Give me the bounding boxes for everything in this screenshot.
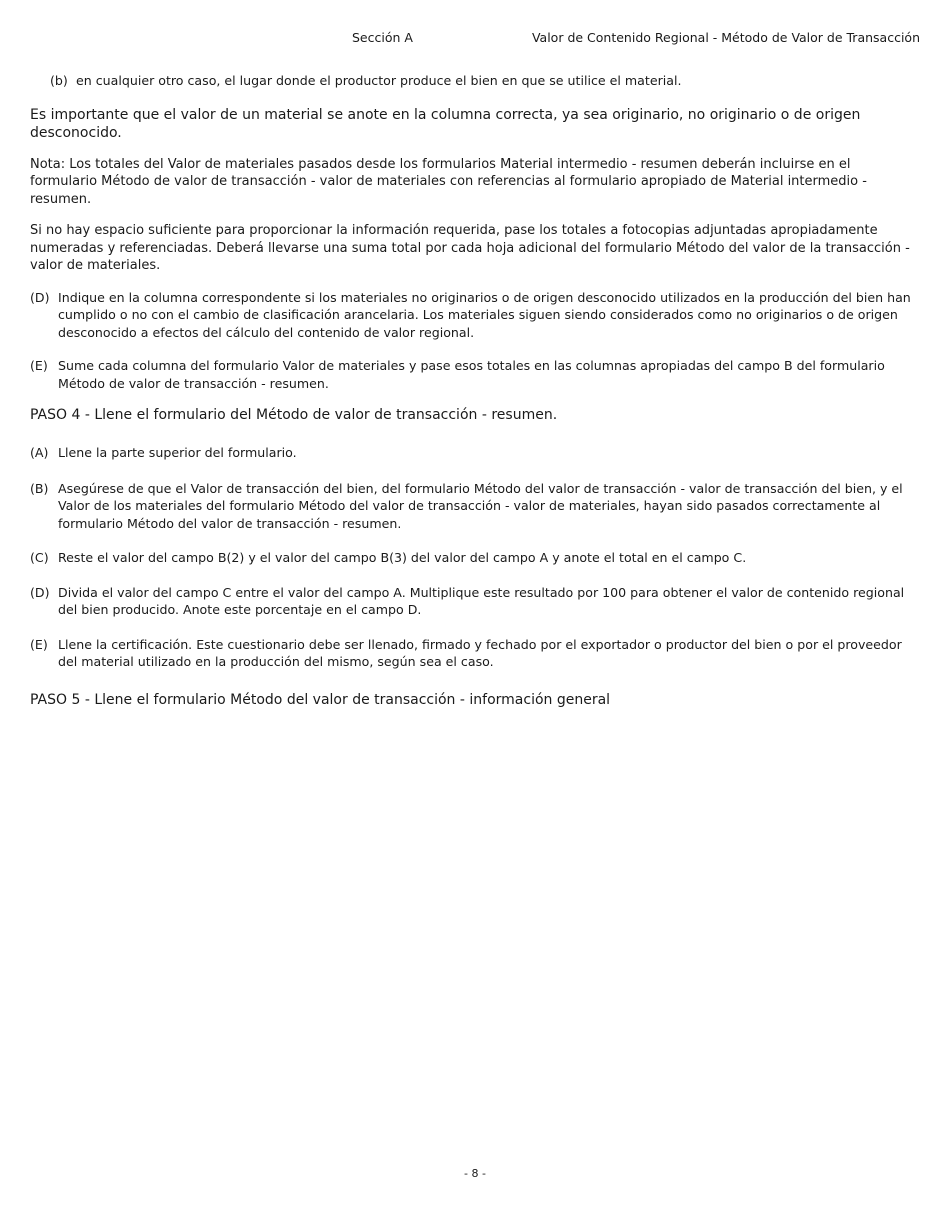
item-b-text: en cualquier otro caso, el lugar donde el productor produce el bien en que se utilice el material. [76, 73, 682, 88]
paragraph-note: Nota: Los totales del Valor de materiales pasados desde los formularios Material intermedio - resumen deberán incluirse en el formulario Método de valor de transacción - valor de materiales con referencias al formulario apropiado de Material intermedio - resumen. [30, 156, 867, 207]
step4-item-b [30, 480, 920, 533]
step3-item-e-text: Sume cada columna del formulario Valor de materiales y pase esos totales en las columnas apropiadas del campo B del formulario Método de valor de transacción - resumen. [58, 358, 885, 391]
step4-item-d [30, 584, 920, 619]
step4-item-b-label: (B) [30, 480, 49, 496]
step3-item-d-text: Indique en la columna correspondente si los materiales no originarios o de origen desconocido utilizados en la producción del bien han cumplido o no con el cambio de clasificación arancelaria. Los materiales siguen siendo considerados como no originarios o de origen desconocido a efectos del cálculo del contenido de valor regional. [58, 289, 911, 340]
step4-item-d-label: (D) [30, 584, 50, 600]
header-section: Sección A [352, 30, 413, 45]
step4-item-e-text: Llene la certificación. Este cuestionario debe ser llenado, firmado y fechado por el exportador o productor del bien o por el proveedor del material utilizado en la producción del mismo, según sea el caso. [58, 636, 902, 669]
step3-item-e-label: (E) [30, 358, 48, 373]
paragraph-space: Si no hay espacio suficiente para proporcionar la información requerida, pase los totales a fotocopias adjuntadas apropiadamente numeradas y referenciadas. Deberá llevarse una suma total por cada hoja adicional del formulario Método del valor de la transacción - valor de materiales. [30, 223, 910, 273]
header-title: Valor de Contenido Regional - Método de Valor de Transacción [531, 30, 920, 45]
step3-item-d-label: (D) [30, 289, 50, 305]
step4-item-c [30, 549, 920, 567]
step4-item-a-text: Llene la parte superior del formulario. [58, 445, 297, 460]
page-header [0, 30, 950, 48]
step4-item-a-label: (A) [30, 445, 49, 460]
step4-item-e-label: (E) [30, 636, 48, 652]
step4-item-c-label: (C) [30, 550, 49, 565]
item-b [30, 72, 920, 90]
step4-item-d-text: Divida el valor del campo C entre el valor del campo A. Multiplique este resultado por 100 para obtener el valor de contenido regional del bien producido. Anote este porcentaje en el campo D. [58, 584, 905, 617]
step4-item-a [30, 444, 920, 462]
step4-item-e [30, 636, 920, 671]
page-number: - 8 - [464, 1167, 486, 1180]
step5-heading: PASO 5 - Llene el formulario Método del valor de transacción - información general [30, 691, 611, 708]
step4-item-c-text: Reste el valor del campo B(2) y el valor del campo B(3) del valor del campo A y anote el total en el campo C. [58, 550, 747, 565]
step4-heading: PASO 4 - Llene el formulario del Método de valor de transacción - resumen. [30, 407, 558, 423]
step3-item-e [30, 357, 920, 392]
item-b-label: (b) [50, 73, 68, 88]
page-content [30, 72, 920, 709]
step4-item-b-text: Asegúrese de que el Valor de transacción del bien, del formulario Método del valor de transacción - valor de transacción del bien, y el Valor de los materiales del formulario Método del valor de transacción - valor de materiales, hayan sido pasados correctamente al formulario Método del valor de transacción - resumen. [58, 480, 903, 531]
step3-item-d [30, 289, 920, 342]
paragraph-important: Es importante que el valor de un material se anote en la columna correcta, ya sea originario, no originario o de origen desconocido. [30, 106, 861, 141]
